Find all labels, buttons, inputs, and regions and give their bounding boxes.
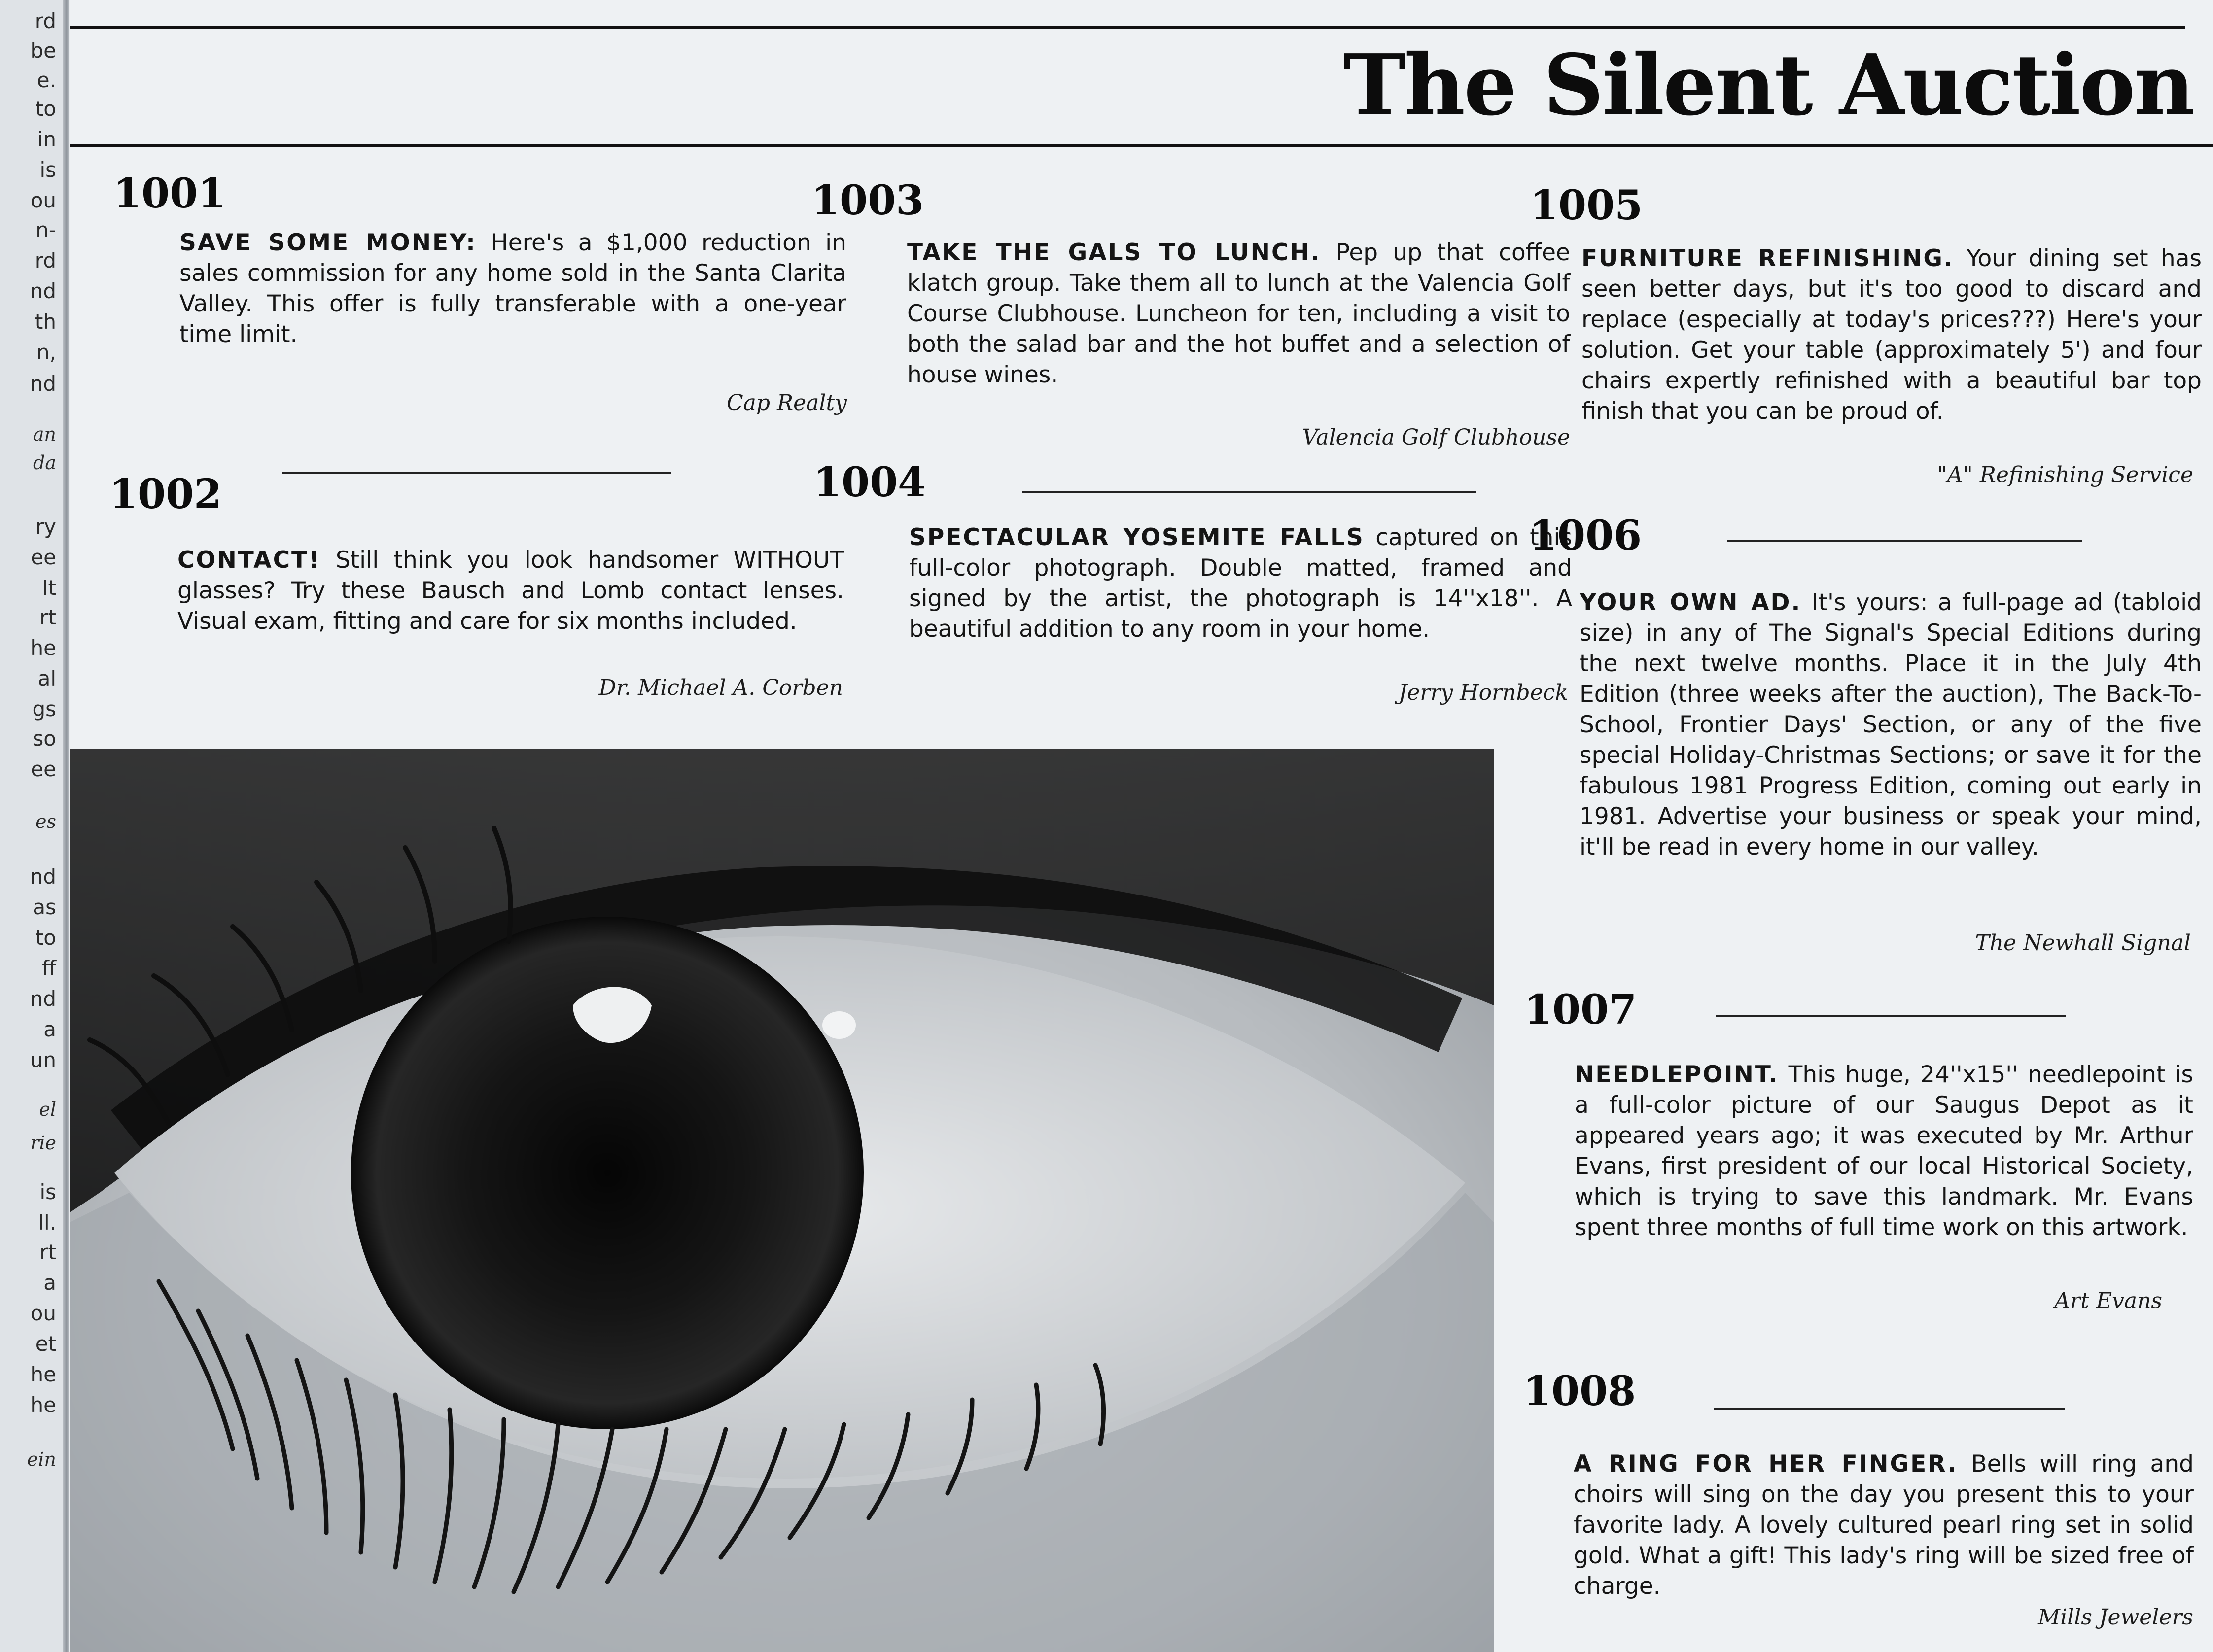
lot-text: This huge, 24''x15'' needlepoint is a full-color picture of our Saugus Depot as it appeared years ago; it was executed by Mr. Arthur Evans, first president of our local Historical Society, which is trying to save this landmark. Mr. Evans spent three months of full time work on this artwork. xyxy=(1575,1061,2193,1241)
edge-text-fragment: ein xyxy=(27,1448,56,1470)
edge-text-fragment: gs xyxy=(32,697,56,721)
lot-number: 1005 xyxy=(1530,182,1643,229)
lot-number: 1003 xyxy=(811,177,924,224)
lot-donor: The Newhall Signal xyxy=(1975,930,2191,956)
edge-text-fragment: he xyxy=(30,1362,56,1386)
edge-text-fragment: be xyxy=(30,38,56,63)
section-divider xyxy=(282,472,671,474)
edge-text-fragment: to xyxy=(35,97,56,121)
lot-heading: YOUR OWN AD. xyxy=(1580,589,1802,616)
lot-heading: SAVE SOME MONEY: xyxy=(179,229,477,256)
lot-description xyxy=(179,228,846,350)
section-divider xyxy=(1716,1015,2066,1017)
lot-description xyxy=(909,522,1572,645)
lot-heading: FURNITURE REFINISHING. xyxy=(1581,245,1954,272)
edge-text-fragment: ll. xyxy=(38,1210,56,1235)
lot-text: Your dining set has seen better days, but it's too good to discard and replace (especially at today's prices???) Here's your solution. Get your table (approximately 5') and four chairs expertly refinished with a beautiful bar top finish that you can be proud of. xyxy=(1581,245,2202,425)
page-gutter xyxy=(63,0,69,1652)
edge-text-fragment: e. xyxy=(36,68,56,92)
lot-text: captured on this full-color photograph. Double matted, framed and signed by the artist, the photograph is 14''x18''. A beautiful addition to any room in your home. xyxy=(909,524,1572,643)
edge-text-fragment: rd xyxy=(35,248,56,273)
page-title: The Silent Auction xyxy=(1343,36,2193,135)
edge-text-fragment: a xyxy=(43,1271,56,1295)
lot-text: Still think you look handsomer WITHOUT glasses? Try these Bausch and Lomb contact lenses. Visual exam, fitting and care for six months included. xyxy=(177,547,844,635)
edge-text-fragment: ff xyxy=(42,956,56,980)
lot-heading: TAKE THE GALS TO LUNCH. xyxy=(907,239,1321,266)
edge-text-fragment: rie xyxy=(30,1132,56,1154)
edge-text-fragment: nd xyxy=(30,987,56,1011)
lot-number: 1008 xyxy=(1523,1368,1636,1415)
edge-text-fragment: n, xyxy=(36,340,56,364)
lot-number: 1006 xyxy=(1529,512,1642,559)
edge-text-fragment: as xyxy=(33,895,56,919)
edge-text-fragment: It xyxy=(42,576,56,600)
edge-text-fragment: he xyxy=(30,1393,56,1417)
edge-text-fragment: nd xyxy=(30,279,56,303)
edge-text-fragment: ee xyxy=(31,757,56,781)
edge-text-fragment: rd xyxy=(35,9,56,33)
edge-text-fragment: nd xyxy=(30,864,56,889)
edge-text-fragment: el xyxy=(39,1099,56,1120)
edge-text-fragment: in xyxy=(37,127,56,151)
edge-text-fragment: ry xyxy=(35,515,56,539)
section-divider xyxy=(1022,491,1476,493)
lot-donor: Valencia Golf Clubhouse xyxy=(1302,425,1570,450)
title-underline-rule xyxy=(70,144,2213,147)
edge-text-fragment: ou xyxy=(30,1301,56,1325)
lot-text: Bells will ring and choirs will sing on the day you present this to your favorite lady. A lovely cultured pearl ring set in solid gold. What a gift! This lady's ring will be sized free of charge. xyxy=(1574,1450,2194,1600)
edge-text-fragment: n- xyxy=(35,218,56,242)
edge-text-fragment: he xyxy=(30,636,56,660)
lot-text: Pep up that coffee klatch group. Take them all to lunch at the Valencia Golf Course Clubhouse. Luncheon for ten, including a visit to both the salad bar and the hot buffet and a selection of house wines. xyxy=(907,239,1570,388)
lot-number: 1001 xyxy=(113,170,226,217)
auction-page xyxy=(70,0,2213,1652)
lot-heading: CONTACT! xyxy=(177,547,321,574)
edge-text-fragment: al xyxy=(37,666,56,690)
edge-text-fragment: is xyxy=(39,158,56,182)
lot-donor: Dr. Michael A. Corben xyxy=(598,675,843,700)
edge-text-fragment: un xyxy=(30,1048,56,1072)
edge-text-fragment: da xyxy=(33,452,56,474)
section-divider xyxy=(1714,1408,2065,1410)
edge-text-fragment: nd xyxy=(30,372,56,396)
lot-description xyxy=(1581,243,2202,427)
edge-text-fragment: an xyxy=(33,423,56,445)
lot-description xyxy=(1580,587,2202,862)
lot-donor: Jerry Hornbeck xyxy=(1398,680,1568,705)
edge-text-fragment: ou xyxy=(30,188,56,212)
edge-text-fragment: es xyxy=(35,811,56,832)
edge-text-fragment: a xyxy=(43,1017,56,1041)
lot-heading: SPECTACULAR YOSEMITE FALLS xyxy=(909,524,1365,551)
edge-text-fragment: to xyxy=(35,926,56,950)
lot-donor: Cap Realty xyxy=(726,390,847,415)
eye-photograph xyxy=(70,749,1494,1652)
lot-number: 1002 xyxy=(109,471,222,518)
top-rule xyxy=(70,26,2185,29)
lot-donor: Art Evans xyxy=(2054,1288,2162,1313)
edge-text-fragment: ee xyxy=(31,545,56,569)
lot-description xyxy=(177,545,844,637)
lot-text: It's yours: a full-page ad (tabloid size) in any of The Signal's Special Editions during the next twelve months. Place it in the July 4th Edition (three weeks after the auction), The Back-To-School, Frontier Days' Section, or any of the five special Holiday-Christmas Sections; or save it for the fabulous 1981 Progress Edition, coming out early in 1981. Advertise your business or speak your mind, it'll be read in every home in our valley. xyxy=(1580,589,2202,860)
lot-description xyxy=(1574,1449,2194,1602)
lot-number: 1004 xyxy=(813,459,926,506)
edge-text-fragment: is xyxy=(39,1180,56,1204)
edge-text-fragment: rt xyxy=(39,605,56,629)
edge-text-fragment: th xyxy=(35,310,56,334)
lot-donor: Mills Jewelers xyxy=(2038,1605,2193,1630)
section-divider xyxy=(1727,540,2082,542)
lot-description xyxy=(907,238,1570,390)
lot-donor: "A" Refinishing Service xyxy=(1937,462,2193,487)
edge-text-fragment: rt xyxy=(39,1240,56,1264)
edge-text-fragment: so xyxy=(33,726,56,751)
lot-number: 1007 xyxy=(1524,986,1637,1033)
lot-description xyxy=(1575,1060,2193,1243)
edge-text-fragment: et xyxy=(35,1332,56,1356)
lot-heading: NEEDLEPOINT. xyxy=(1575,1061,1779,1088)
lot-text: Here's a $1,000 reduction in sales commission for any home sold in the Santa Clarita Valley. This offer is fully transferable with a one-year time limit. xyxy=(179,229,846,348)
lot-heading: A RING FOR HER FINGER. xyxy=(1574,1450,1958,1478)
previous-page-edge xyxy=(0,0,69,1652)
